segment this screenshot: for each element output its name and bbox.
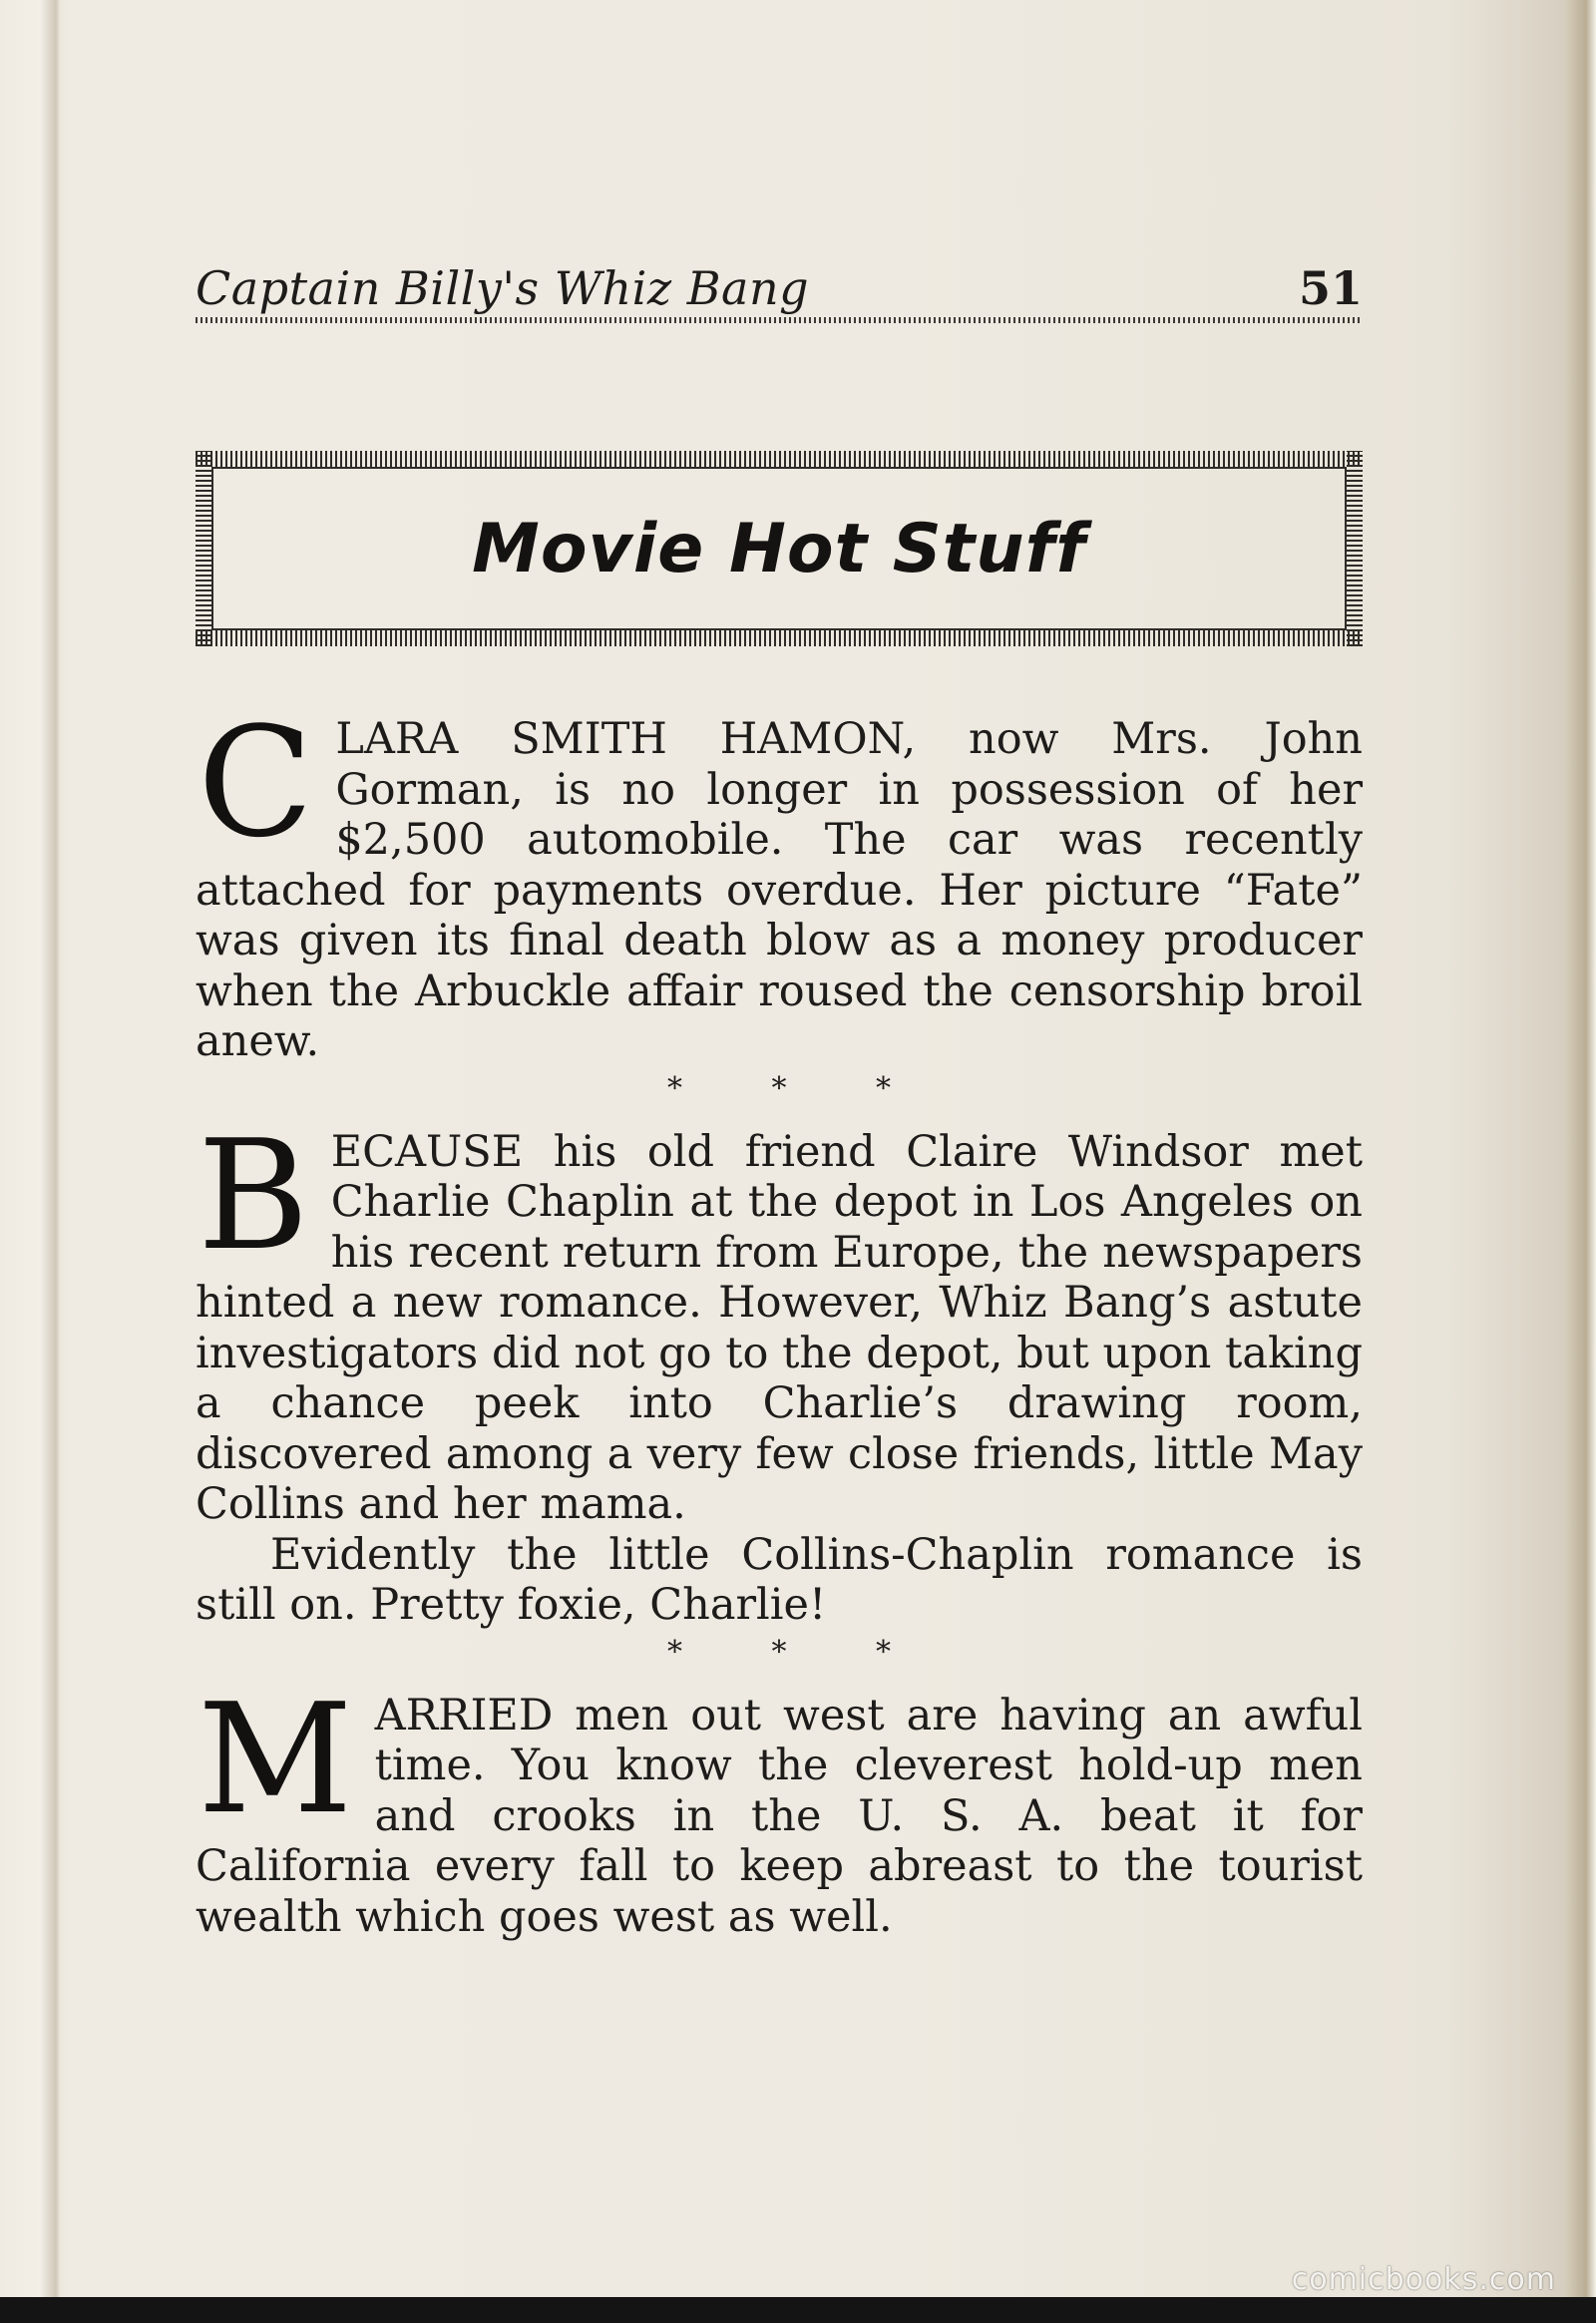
drop-cap: C: [198, 694, 314, 871]
title-box-border-top: [196, 451, 1363, 467]
section-title: Movie Hot Stuff: [472, 509, 1086, 588]
page-number: 51: [1298, 261, 1363, 315]
title-box-border-bottom: [196, 630, 1363, 646]
watermark: comicbooks.com: [1291, 2262, 1556, 2297]
item-clara-smith-hamon: [196, 694, 1363, 1067]
title-box-inner: [211, 467, 1347, 630]
page-edge: [1566, 0, 1596, 2323]
page-gutter: [0, 0, 60, 2323]
item-text: ARRIED men out west are having an awful time. You know the cleverest hold-up men and crooks in the U. S. A. beat it for California every fall to keep abreast to the tourist wealth which goes west as well.: [196, 1690, 1363, 1942]
title-box-border-left: [196, 451, 211, 646]
item-text: LARA SMITH HAMON, now Mrs. John Gorman, is no longer in possession of her $2,500 automobile. The car was recently attached for payments overdue. Her picture “Fate” was given its final death blow as a money producer when the Arbuckle affair roused the censorship broil anew.: [196, 714, 1363, 1066]
drop-cap: B: [198, 1106, 309, 1284]
item-married-men: [196, 1670, 1363, 1943]
section-title-box: [196, 451, 1363, 646]
title-box-border-right: [1347, 451, 1363, 646]
item-charlie-chaplin: [196, 1106, 1363, 1530]
magazine-title: Captain Billy's Whiz Bang: [196, 261, 810, 315]
item-text: ECAUSE his old friend Claire Windsor met Charlie Chaplin at the depot in Los Angeles on his recent return from Europe, the newspapers hinted a new romance. However, Whiz Bang’s astute investigators did not go to the depot, but upon taking a chance peek into Charlie’s drawing room, discovered among a very few close friends, little May Collins and her mama.: [196, 1126, 1363, 1529]
separator-stars: * * *: [666, 1634, 932, 1670]
article-column: [196, 694, 1363, 1942]
header-rule: [196, 317, 1363, 323]
separator-stars: * * *: [666, 1070, 932, 1106]
drop-cap: M: [198, 1670, 353, 1847]
scan-bottom-edge: [0, 2297, 1596, 2323]
running-header: [196, 261, 1363, 315]
item-continuation: Evidently the little Collins-Chaplin romance is still on. Pretty foxie, Charlie!: [196, 1529, 1363, 1630]
